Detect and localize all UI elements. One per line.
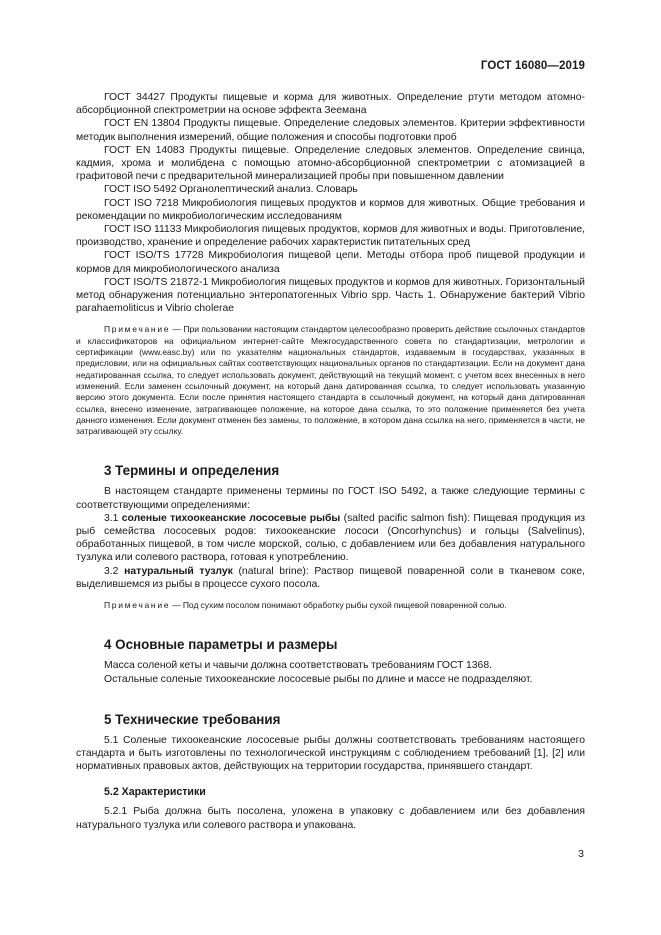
page-number: 3 — [578, 848, 584, 860]
document-id-header: ГОСТ 16080—2019 — [480, 60, 585, 72]
references-note — [76, 324, 585, 437]
section-3-note — [76, 600, 585, 611]
reference-item: ГОСТ ISO/TS 17728 Микробиология пищевой цепи. Методы отбора проб пищевой продукции и кормов для микробиологического анализа — [76, 250, 585, 275]
term-name: соленые тихоокеанские лососевые рыбы — [121, 512, 341, 524]
section-4-paragraph: Остальные соленые тихоокеанские лососевые рыбы по длине и массе не подразделяют. — [104, 673, 533, 685]
term-name: натуральный тузлук — [124, 565, 233, 577]
reference-item: ГОСТ EN 13804 Продукты пищевые. Определение следовых элементов. Критерии эффективности методик выполнения измерений, общие положения и способы подготовки проб — [76, 118, 585, 143]
reference-item: ГОСТ ISO 11133 Микробиология пищевых продуктов, кормов для животных и воды. Приготовление, производство, хранение и определение рабочих характеристик питательных сред — [76, 224, 585, 249]
note-text: — При пользовании настоящим стандартом целесообразно проверить действие ссылочных стандартов и классификаторов на официальном интернет-сайте Межгосударственного совета по стандартизации, метрологии и сертификации (www.easc.by) или по указателям национальных стандартов, издаваемым в государствах, указанных в предисловии, или на официальных сайтах соответствующих национальных органов по стандартизации. Если на документ дана недатированная ссылка, то следует использовать документ, действующий на текущий момент, с учетом всех внесенных в него изменений. Если заменен ссылочный документ, на который дана датированная ссылка, то следует использовать указанную версию этого документа. Если после принятия настоящего стандарта в ссылочный документ, на который дана датированная ссылка, внесено изменение, затрагивающее положение, на которое дана ссылка, то это положение применяется без учета данного изменения. Если документ отменен без замены, то положение, в котором дана ссылка на него, применяется в части, не затрагивающей эту ссылку. — [76, 324, 585, 437]
subsection-5-2-title: 5.2 Характеристики — [104, 786, 206, 799]
section-4-paragraph: Масса соленой кеты и чавычи должна соответствовать требованиям ГОСТ 1368. — [104, 660, 492, 672]
reference-item: ГОСТ ISO 7218 Микробиология пищевых продуктов и кормов для животных. Общие требования и рекомендации по микробиологическим исследованиям — [76, 197, 585, 222]
page-content — [76, 91, 585, 832]
term-definition: (natural brine): Раствор пищевой поваренной соли в тканевом соке, выделившемся из рыбы в процессе сухого посола. — [76, 565, 585, 590]
reference-item: ГОСТ ISO/TS 21872-1 Микробиология пищевых продуктов и кормов для животных. Горизонтальный метод обнаружения потенциально энтеропатогенных Vibrio spp. Часть 1. Обнаружение бактерий Vibrio parahaemoliticus и Vibrio cholerae — [76, 276, 585, 315]
section-3-title: 3 Термины и определения — [104, 463, 280, 479]
section-5-2-1-paragraph: 5.2.1 Рыба должна быть посолена, уложена в упаковку с добавлением или без добавления натурального тузлука или солевого раствора и упакована. — [76, 806, 585, 831]
section-3-intro: В настоящем стандарте применены термины по ГОСТ ISO 5492, а также следующие термины с соответствующими определениями: — [76, 486, 585, 511]
note-text: — Под сухим посолом понимают обработку рыбы сухой пищевой поваренной солью. — [170, 600, 507, 611]
term-number: 3.1 — [104, 512, 122, 524]
note-label: Примечание — [104, 324, 171, 335]
term-3-2 — [76, 565, 585, 591]
reference-item: ГОСТ EN 14083 Продукты пищевые. Определение следовых элементов. Определение свинца, кадмия, хрома и молибдена с помощью атомно-абсорбционной спектрометрии с атомизацией в графитовой печи с предварительной минерализацией пробы при повышенном давлении — [76, 144, 585, 183]
term-definition: (salted pacific salmon fish): Пищевая продукция из рыб семейства лососевых родов: тихоокеанские лососи (Oncorhynchus) и гольцы (Salvelinus), обработанных пищевой, в том числе морской, солью, с добавлением или без добавления натурального тузлука или солевого раствора, готовая к употреблению. — [76, 512, 586, 564]
reference-item: ГОСТ ISO 5492 Органолептический анализ. Словарь — [104, 184, 358, 196]
term-3-1 — [76, 512, 585, 565]
reference-item: ГОСТ 34427 Продукты пищевые и корма для животных. Определение ртути методом атомно-абсорбционной спектрометрии на основе эффекта Зеемана — [76, 92, 585, 117]
section-4-title: 4 Основные параметры и размеры — [104, 637, 338, 653]
section-5-1-paragraph: 5.1 Соленые тихоокеанские лососевые рыбы должны соответствовать требованиям настоящего стандарта и быть изготовлены по технологической инструкциям с соблюдением требований [1], [2] или нормативных правовых актов, действующих на территории государства, принявшего стандарт. — [76, 734, 585, 773]
note-label: Примечание — [104, 600, 171, 611]
term-number: 3.2 — [104, 565, 125, 577]
section-5-title: 5 Технические требования — [104, 711, 281, 727]
